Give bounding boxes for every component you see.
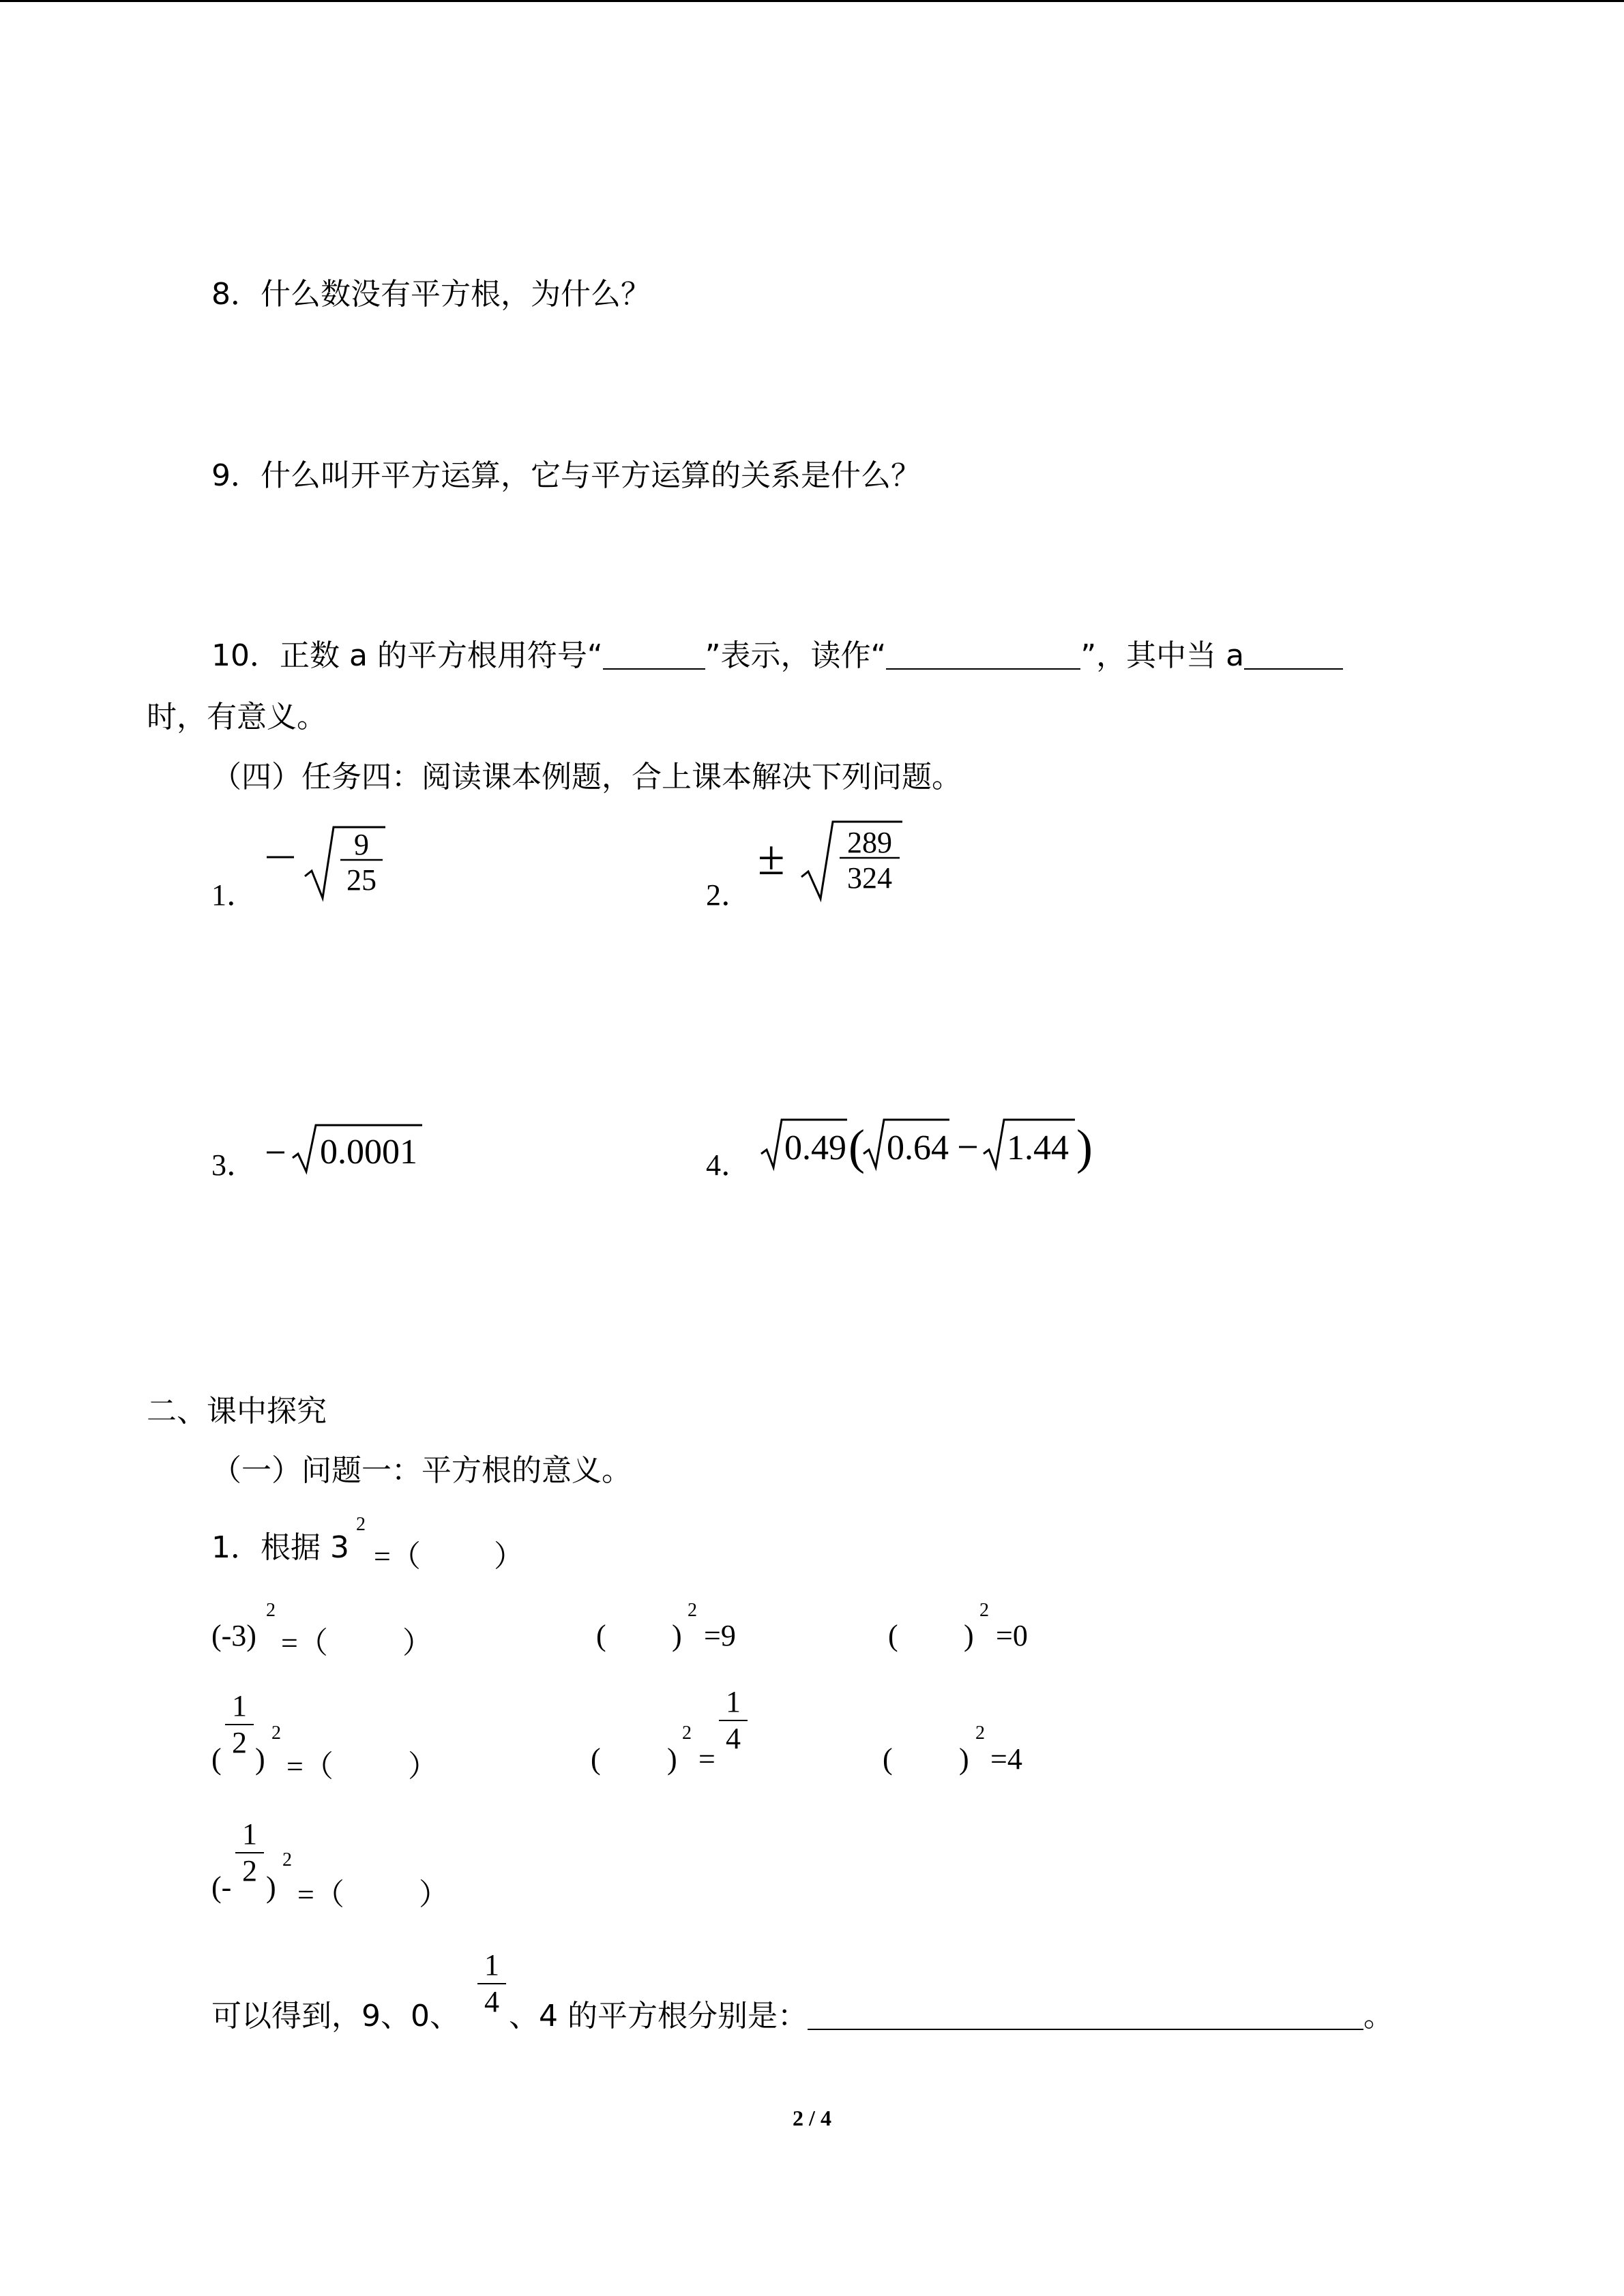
r1c2-rhs: =9	[704, 1619, 736, 1652]
section-2-title: 二、课中探究	[147, 1394, 327, 1429]
r3c1-numerator: 1	[242, 1817, 257, 1851]
r3c1-equals: =（	[297, 1878, 344, 1911]
q10-text-1: 10．正数 a 的平方根用符号“	[211, 638, 603, 673]
r2c2-fraction	[719, 1684, 748, 1757]
denominator: 25	[346, 863, 377, 897]
r1c3-close: )	[964, 1619, 974, 1652]
r3c1-fraction	[235, 1817, 264, 1889]
q10-blank-condition[interactable]	[1244, 641, 1343, 670]
conclusion-end: 。	[1363, 1999, 1393, 2033]
r2c1-numerator: 1	[232, 1689, 247, 1723]
conclusion-fraction	[477, 1948, 506, 2020]
r1c1-base: (-3)	[211, 1619, 256, 1652]
conclusion-answer-blank[interactable]	[808, 2001, 1363, 2030]
r2c2-equals: =	[698, 1742, 715, 1776]
r2c1-fraction	[225, 1688, 254, 1761]
radicand-b: 0.64	[887, 1129, 949, 1167]
r1c3-exponent: 2	[979, 1600, 989, 1621]
r1c2-close: )	[672, 1619, 682, 1652]
r1c1-exponent: 2	[266, 1600, 276, 1621]
question-8: 8．什么数没有平方根，为什么？	[211, 277, 651, 312]
task4-item-2-expression	[754, 811, 914, 907]
task4-item-3-expression	[263, 1118, 426, 1180]
r3c1-rhs-close: ）	[419, 1878, 449, 1911]
r1c1-close: ）	[402, 1626, 432, 1660]
task4-item-1-number: 1．	[211, 878, 256, 912]
page-top-border	[0, 0, 1624, 2]
r2c2-denominator: 4	[726, 1722, 741, 1755]
numerator: 289	[847, 826, 892, 859]
r2c3-open: (	[883, 1742, 893, 1776]
r2c2-open: (	[591, 1742, 601, 1776]
q1-lead-text: 1．根据 3	[211, 1530, 349, 1565]
r2c1-open: (	[211, 1742, 222, 1776]
radicand-c: 1.44	[1007, 1129, 1069, 1167]
page-number: 2 / 4	[793, 2106, 831, 2130]
q1-lead	[211, 1530, 349, 1565]
numerator: 9	[354, 828, 369, 861]
r2c2-numerator: 1	[726, 1685, 741, 1718]
conclusion-tail-text: 、4 的平方根分别是：	[509, 1999, 808, 2033]
r2c1-rhs-close: ）	[408, 1750, 438, 1783]
q1-exponent: 2	[356, 1514, 366, 1535]
task4-item-3-number: 3．	[211, 1148, 256, 1182]
q10-text-2: ”表示，读作“	[705, 638, 887, 673]
r2c3-exponent: 2	[975, 1723, 985, 1744]
q10-blank-reading[interactable]	[886, 641, 1080, 670]
r1c3-rhs: =0	[996, 1619, 1028, 1652]
r2c3-rhs: =4	[990, 1742, 1022, 1776]
r2c1-equals: =（	[286, 1750, 334, 1783]
r2c2-exponent: 2	[682, 1723, 692, 1744]
problem-1-title: （一）问题一：平方根的意义。	[211, 1453, 632, 1488]
conclusion-lead: 可以得到，9、0、	[211, 1999, 460, 2033]
radicand: 0.0001	[320, 1133, 417, 1172]
r2c3-close: )	[959, 1742, 969, 1776]
r1c3-open: (	[888, 1619, 898, 1652]
r1c2-open: (	[596, 1619, 606, 1652]
q10-text-3: ”，其中当 a	[1080, 638, 1245, 673]
task4-item-4-number: 4．	[706, 1148, 751, 1182]
r2c1-denominator: 2	[232, 1726, 247, 1759]
q10-line-2: 时，有意义。	[147, 700, 327, 734]
task4-title: （四）任务四：阅读课本例题，合上课本解决下列问题。	[211, 760, 962, 794]
conclusion-tail	[509, 2001, 1393, 2031]
r2c1-exponent: 2	[271, 1723, 281, 1744]
q1-close: ）	[494, 1540, 524, 1573]
r2c2-close: )	[667, 1742, 677, 1776]
open-paren: (	[848, 1120, 865, 1174]
question-10	[211, 638, 1343, 673]
question-9: 9．什么叫开平方运算，它与平方运算的关系是什么？	[211, 458, 921, 493]
task4-item-4-expression	[757, 1112, 1098, 1180]
q10-blank-symbol[interactable]	[603, 641, 705, 670]
conclusion-numerator: 1	[484, 1948, 499, 1982]
conclusion-denominator: 4	[484, 1985, 499, 2018]
plus-minus-sign: ±	[758, 831, 785, 885]
r1c2-exponent: 2	[688, 1600, 697, 1621]
r3c1-exponent: 2	[282, 1849, 292, 1870]
r3c1-close: )	[266, 1870, 276, 1904]
q1-equals: =（	[374, 1540, 421, 1573]
radicand-a: 0.49	[784, 1129, 846, 1167]
denominator: 324	[847, 861, 892, 895]
r3c1-denominator: 2	[242, 1854, 257, 1888]
task4-item-1-expression	[263, 815, 396, 907]
r1c1-equals: =（	[281, 1626, 328, 1660]
close-paren: )	[1076, 1120, 1093, 1174]
task4-item-2-number: 2．	[706, 878, 751, 912]
r3c1-prefix: (-	[211, 1870, 232, 1904]
r2c1-close: )	[255, 1742, 265, 1776]
